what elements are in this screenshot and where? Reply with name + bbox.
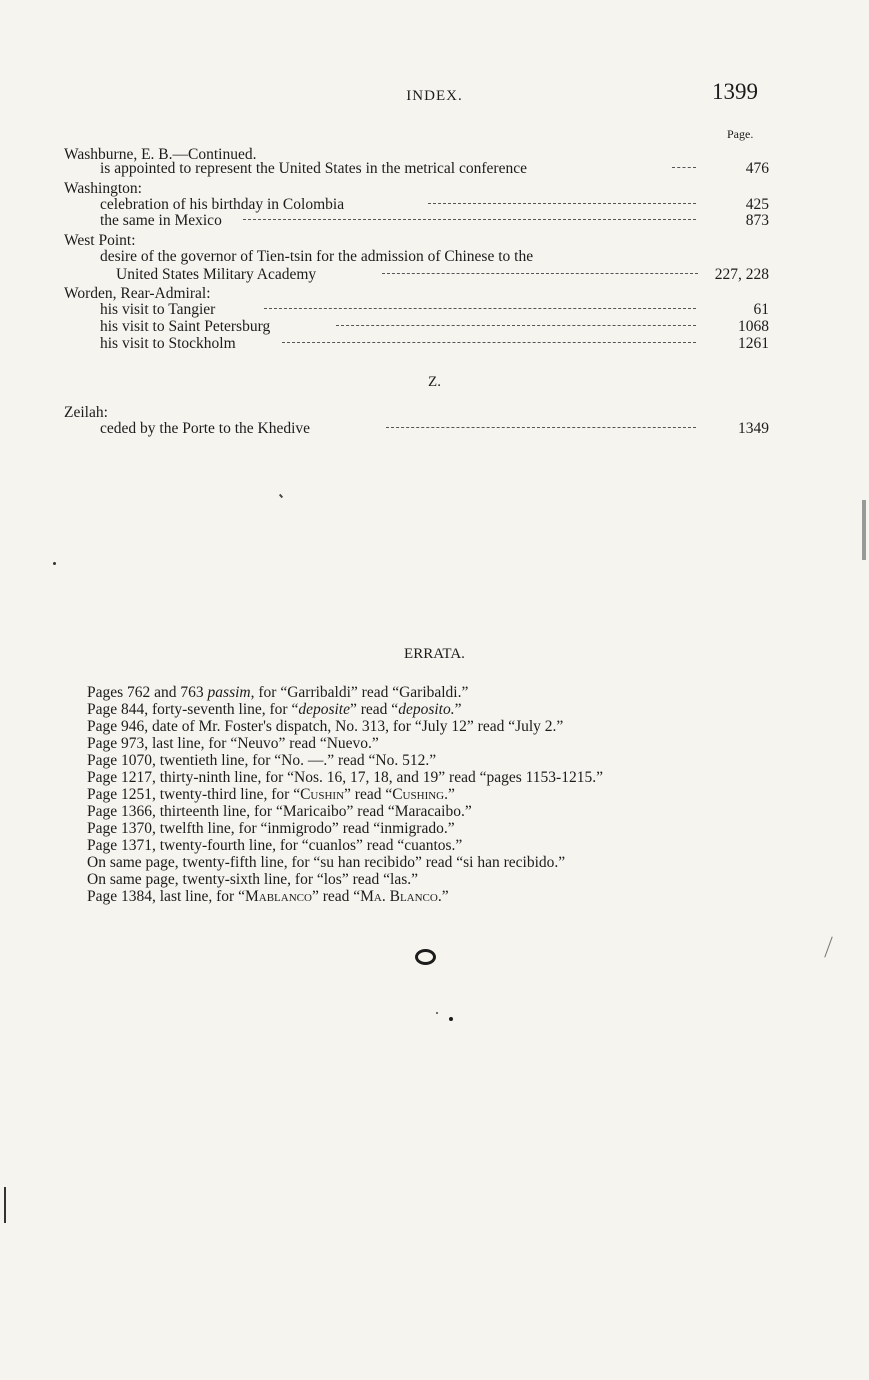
errata-line: Page 1371, twenty-fourth line, for “cuanlos” read “cuantos.” [87,837,463,854]
errata-text: ” read “ [350,701,399,718]
section-letter-z: Z. [428,374,441,390]
scan-speck [449,1017,453,1021]
errata-text: Pages 762 and 763 [87,684,208,701]
index-entry-text: celebration of his birthday in Colombia [100,196,345,213]
index-heading-washburne: Washburne, E. B.—Continued. [64,146,257,163]
index-entry [0,301,869,319]
errata-text: Page 844, forty-seventh line, for “ [87,701,299,718]
index-entry-page: 61 [753,301,769,318]
index-entry [0,212,869,230]
scan-edge-mark [862,500,866,560]
scan-speck [436,1012,438,1014]
index-entry-text: the same in Mexico [100,212,222,229]
leader-dots [336,325,696,326]
index-heading-washington: Washington: [64,180,142,197]
leader-dots [382,273,698,274]
errata-text: Page 1251, twenty-third line, for “ [87,786,301,803]
page-number: 1399 [712,79,758,104]
errata-small-caps: Mablanco [244,888,312,905]
index-entry-text: his visit to Stockholm [100,335,236,352]
errata-text: ” read “ [311,888,361,905]
index-entry-text: his visit to Saint Petersburg [100,318,271,335]
page-column-label: Page. [727,127,754,141]
index-heading-worden: Worden, Rear-Admiral: [64,285,211,302]
index-heading-west-point: West Point: [64,232,136,249]
errata-line: Page 1370, twelfth line, for “inmigrodo” read “inmigrado.” [87,820,455,837]
index-entry [0,335,869,353]
errata-text: ” [454,701,462,718]
printer-ornament [415,949,436,965]
leader-dots [428,203,696,204]
index-entry-text: ceded by the Porte to the Khedive [100,420,311,437]
errata-text: Page 1384, last line, for “ [87,888,245,905]
scan-speck [279,494,283,498]
index-entry [0,266,869,284]
index-entry-text: is appointed to represent the United States in the metrical conference [100,160,527,177]
errata-text: , for “Garribaldi” read “Garibaldi.” [250,684,469,701]
errata-line: On same page, twenty-sixth line, for “los” read “las.” [87,871,418,888]
index-entry [0,420,869,438]
index-entry-page: 425 [745,196,769,213]
errata-line [87,701,461,718]
index-heading-zeilah: Zeilah: [64,404,108,421]
leader-dots [243,219,696,220]
errata-title: ERRATA. [404,646,465,662]
scan-edge-mark [4,1187,6,1223]
index-entry-text: desire of the governor of Tien-tsin for the admission of Chinese to the [100,248,534,265]
index-entry-page: 1068 [738,318,769,335]
errata-line: Page 1217, thirty-ninth line, for “Nos. 16, 17, 18, and 19” read “pages 1153-1215.” [87,769,603,786]
index-entry [0,160,869,178]
leader-dots [264,308,696,309]
page-header-title: INDEX. [406,88,463,104]
errata-line [87,786,455,803]
index-entry-page: 873 [745,212,769,229]
errata-text: ” [441,888,449,905]
errata-line: On same page, twenty-fifth line, for “su han recibido” read “si han recibido.” [87,854,566,871]
index-entry-text: his visit to Tangier [100,301,216,318]
index-entry-page: 227, 228 [714,266,769,283]
errata-line: Page 946, date of Mr. Foster's dispatch, No. 313, for “July 12” read “July 2.” [87,718,564,735]
index-entry-page: 1261 [738,335,769,352]
errata-italic: deposito. [398,701,455,718]
errata-line [87,684,468,701]
index-entry-page: 1349 [738,420,769,437]
errata-line: Page 1366, thirteenth line, for “Maricaibo” read “Maracaibo.” [87,803,472,820]
leader-dots [672,167,696,168]
index-entry-text: United States Military Academy [116,266,317,283]
errata-small-caps: Ma. Blanco. [360,888,442,905]
errata-italic: deposite [298,701,350,718]
leader-dots [386,427,696,428]
index-entry [0,318,869,336]
scan-speck [53,562,56,565]
errata-line: Page 973, last line, for “Neuvo” read “Nuevo.” [87,735,379,752]
errata-line [87,888,449,905]
errata-small-caps: Cushin [300,786,345,803]
errata-small-caps: Cushing. [392,786,448,803]
errata-line: Page 1070, twentieth line, for “No. —.” read “No. 512.” [87,752,437,769]
leader-dots [282,342,696,343]
errata-text: ” read “ [344,786,393,803]
scan-speck [824,936,832,957]
errata-italic: passim [207,684,251,701]
errata-text: ” [448,786,455,803]
index-entry-page: 476 [745,160,769,177]
